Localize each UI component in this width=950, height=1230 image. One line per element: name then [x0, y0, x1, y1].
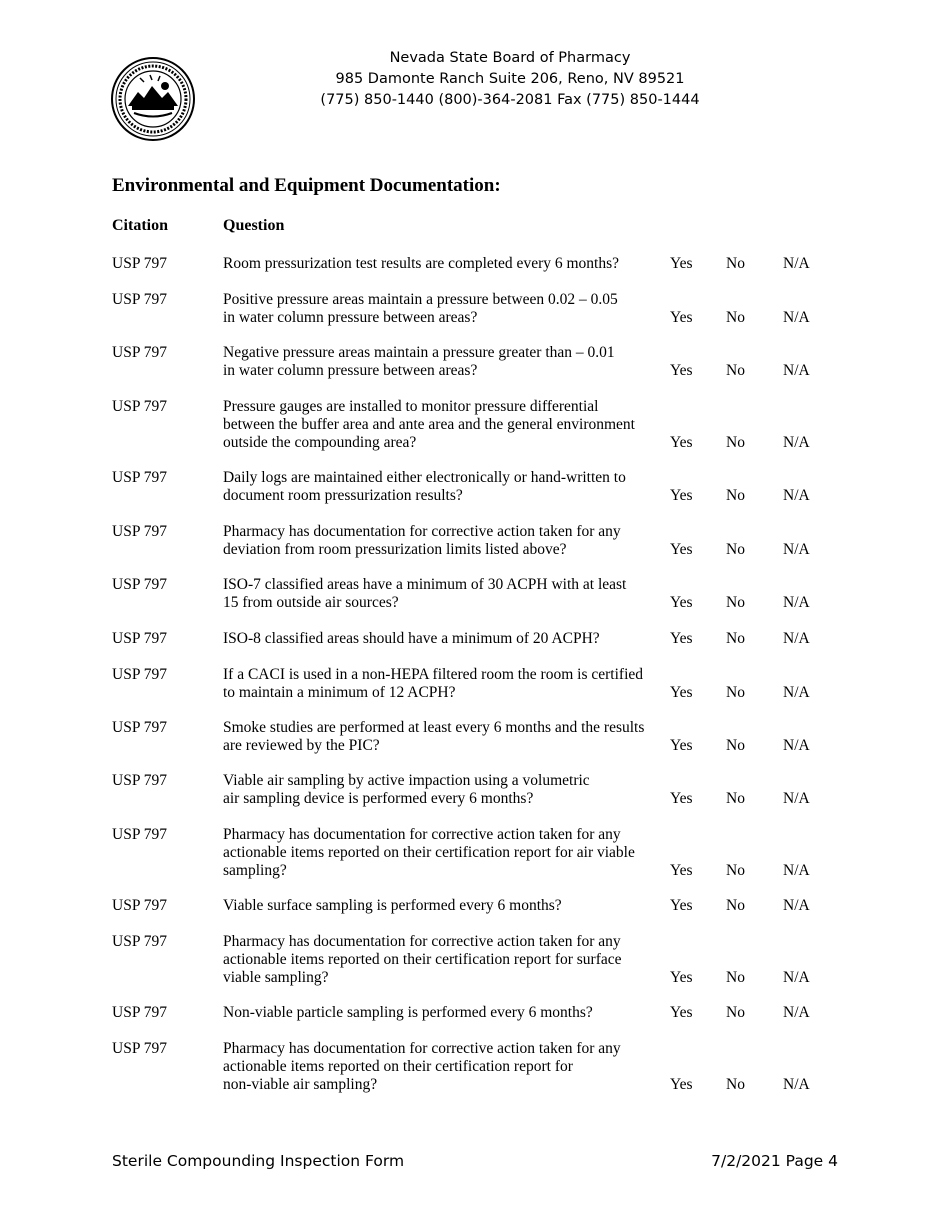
- answer-yes[interactable]: Yes: [670, 309, 693, 326]
- citation-text: USP 797: [112, 469, 167, 486]
- citation-text: USP 797: [112, 1004, 167, 1021]
- answer-no[interactable]: No: [726, 1004, 745, 1021]
- answer-na[interactable]: N/A: [783, 541, 810, 558]
- answer-na[interactable]: N/A: [783, 897, 810, 914]
- question-line: between the buffer area and ante area and the general environment: [223, 416, 635, 433]
- answer-na[interactable]: N/A: [783, 684, 810, 701]
- question-line: Non-viable particle sampling is performed every 6 months?: [223, 1004, 593, 1021]
- nevada-state-seal: [110, 56, 196, 142]
- question-line: non-viable air sampling?: [223, 1076, 378, 1093]
- answer-yes[interactable]: Yes: [670, 737, 693, 754]
- question-line: in water column pressure between areas?: [223, 309, 478, 326]
- citation-text: USP 797: [112, 666, 167, 683]
- question-text: [223, 1004, 653, 1022]
- citation-text: USP 797: [112, 897, 167, 914]
- question-line: actionable items reported on their certification report for air viable: [223, 844, 635, 861]
- board-phone: (775) 850-1440 (800)-364-2081 Fax (775) 850-1444: [320, 92, 700, 108]
- answer-na[interactable]: N/A: [783, 434, 810, 451]
- answer-no[interactable]: No: [726, 969, 745, 986]
- citation-text: USP 797: [112, 933, 167, 950]
- citation-text: USP 797: [112, 398, 167, 415]
- answer-no[interactable]: No: [726, 541, 745, 558]
- citation-text: USP 797: [112, 772, 167, 789]
- answer-yes[interactable]: Yes: [670, 969, 693, 986]
- answer-na[interactable]: N/A: [783, 594, 810, 611]
- answer-yes[interactable]: Yes: [670, 630, 693, 647]
- question-line: Negative pressure areas maintain a pressure greater than – 0.01: [223, 344, 615, 361]
- citation-text: USP 797: [112, 630, 167, 647]
- question-text: [223, 826, 653, 880]
- question-text: [223, 719, 653, 755]
- question-text: [223, 630, 653, 648]
- question-line: Smoke studies are performed at least every 6 months and the results: [223, 719, 645, 736]
- answer-no[interactable]: No: [726, 434, 745, 451]
- answer-yes[interactable]: Yes: [670, 434, 693, 451]
- question-line: Pharmacy has documentation for corrective action taken for any: [223, 933, 621, 950]
- answer-yes[interactable]: Yes: [670, 1076, 693, 1093]
- answer-no[interactable]: No: [726, 255, 745, 272]
- question-text: [223, 897, 653, 915]
- answer-yes[interactable]: Yes: [670, 1004, 693, 1021]
- question-line: If a CACI is used in a non-HEPA filtered room the room is certified: [223, 666, 643, 683]
- answer-na[interactable]: N/A: [783, 630, 810, 647]
- question-line: Viable surface sampling is performed every 6 months?: [223, 897, 562, 914]
- answer-na[interactable]: N/A: [783, 737, 810, 754]
- question-column-header: Question: [223, 217, 285, 234]
- answer-no[interactable]: No: [726, 487, 745, 504]
- answer-yes[interactable]: Yes: [670, 487, 693, 504]
- question-text: [223, 291, 653, 327]
- question-line: Room pressurization test results are completed every 6 months?: [223, 255, 620, 272]
- answer-na[interactable]: N/A: [783, 1004, 810, 1021]
- question-line: Daily logs are maintained either electronically or hand-written to: [223, 469, 626, 486]
- question-line: Pressure gauges are installed to monitor pressure differential: [223, 398, 599, 415]
- section-title: Environmental and Equipment Documentation:: [112, 175, 501, 196]
- answer-no[interactable]: No: [726, 362, 745, 379]
- citation-text: USP 797: [112, 826, 167, 843]
- answer-na[interactable]: N/A: [783, 969, 810, 986]
- answer-no[interactable]: No: [726, 737, 745, 754]
- answer-no[interactable]: No: [726, 309, 745, 326]
- citation-text: USP 797: [112, 523, 167, 540]
- answer-yes[interactable]: Yes: [670, 862, 693, 879]
- question-line: sampling?: [223, 862, 287, 879]
- question-text: [223, 933, 653, 987]
- answer-na[interactable]: N/A: [783, 309, 810, 326]
- question-line: actionable items reported on their certification report for surface: [223, 951, 622, 968]
- question-line: Pharmacy has documentation for corrective action taken for any: [223, 826, 621, 843]
- answer-yes[interactable]: Yes: [670, 255, 693, 272]
- answer-na[interactable]: N/A: [783, 1076, 810, 1093]
- question-line: ISO-7 classified areas have a minimum of 30 ACPH with at least: [223, 576, 627, 593]
- question-text: [223, 255, 653, 273]
- question-line: document room pressurization results?: [223, 487, 463, 504]
- question-line: Viable air sampling by active impaction using a volumetric: [223, 772, 590, 789]
- question-line: deviation from room pressurization limits listed above?: [223, 541, 567, 558]
- citation-column-header: Citation: [112, 217, 168, 234]
- answer-no[interactable]: No: [726, 684, 745, 701]
- citation-text: USP 797: [112, 719, 167, 736]
- answer-no[interactable]: No: [726, 862, 745, 879]
- question-text: [223, 523, 653, 559]
- question-text: [223, 469, 653, 505]
- answer-yes[interactable]: Yes: [670, 594, 693, 611]
- answer-yes[interactable]: Yes: [670, 362, 693, 379]
- question-line: actionable items reported on their certification report for: [223, 1058, 573, 1075]
- answer-na[interactable]: N/A: [783, 487, 810, 504]
- citation-text: USP 797: [112, 576, 167, 593]
- question-line: in water column pressure between areas?: [223, 362, 478, 379]
- answer-na[interactable]: N/A: [783, 790, 810, 807]
- question-text: [223, 398, 653, 452]
- citation-text: USP 797: [112, 1040, 167, 1057]
- question-text: [223, 772, 653, 808]
- question-line: Positive pressure areas maintain a pressure between 0.02 – 0.05: [223, 291, 618, 308]
- question-text: [223, 344, 653, 380]
- question-line: 15 from outside air sources?: [223, 594, 399, 611]
- question-line: viable sampling?: [223, 969, 329, 986]
- answer-no[interactable]: No: [726, 594, 745, 611]
- question-line: ISO-8 classified areas should have a minimum of 20 ACPH?: [223, 630, 600, 647]
- answer-na[interactable]: N/A: [783, 862, 810, 879]
- question-line: outside the compounding area?: [223, 434, 417, 451]
- question-text: [223, 666, 653, 702]
- citation-text: USP 797: [112, 255, 167, 272]
- board-name: Nevada State Board of Pharmacy: [389, 50, 631, 66]
- question-text: [223, 1040, 653, 1094]
- answer-yes[interactable]: Yes: [670, 897, 693, 914]
- board-header: [250, 48, 770, 111]
- question-line: to maintain a minimum of 12 ACPH?: [223, 684, 456, 701]
- answer-yes[interactable]: Yes: [670, 541, 693, 558]
- footer-page-info: 7/2/2021 Page 4: [711, 1152, 838, 1170]
- citation-text: USP 797: [112, 344, 167, 361]
- board-address: 985 Damonte Ranch Suite 206, Reno, NV 89521: [335, 71, 685, 87]
- citation-text: USP 797: [112, 291, 167, 308]
- answer-na[interactable]: N/A: [783, 362, 810, 379]
- answer-no[interactable]: No: [726, 630, 745, 647]
- answer-no[interactable]: No: [726, 790, 745, 807]
- answer-na[interactable]: N/A: [783, 255, 810, 272]
- question-line: Pharmacy has documentation for corrective action taken for any: [223, 1040, 621, 1057]
- answer-yes[interactable]: Yes: [670, 790, 693, 807]
- answer-no[interactable]: No: [726, 897, 745, 914]
- question-line: are reviewed by the PIC?: [223, 737, 380, 754]
- question-text: [223, 576, 653, 612]
- question-line: air sampling device is performed every 6 months?: [223, 790, 534, 807]
- footer-form-name: Sterile Compounding Inspection Form: [112, 1152, 405, 1170]
- answer-no[interactable]: No: [726, 1076, 745, 1093]
- question-line: Pharmacy has documentation for corrective action taken for any: [223, 523, 621, 540]
- answer-yes[interactable]: Yes: [670, 684, 693, 701]
